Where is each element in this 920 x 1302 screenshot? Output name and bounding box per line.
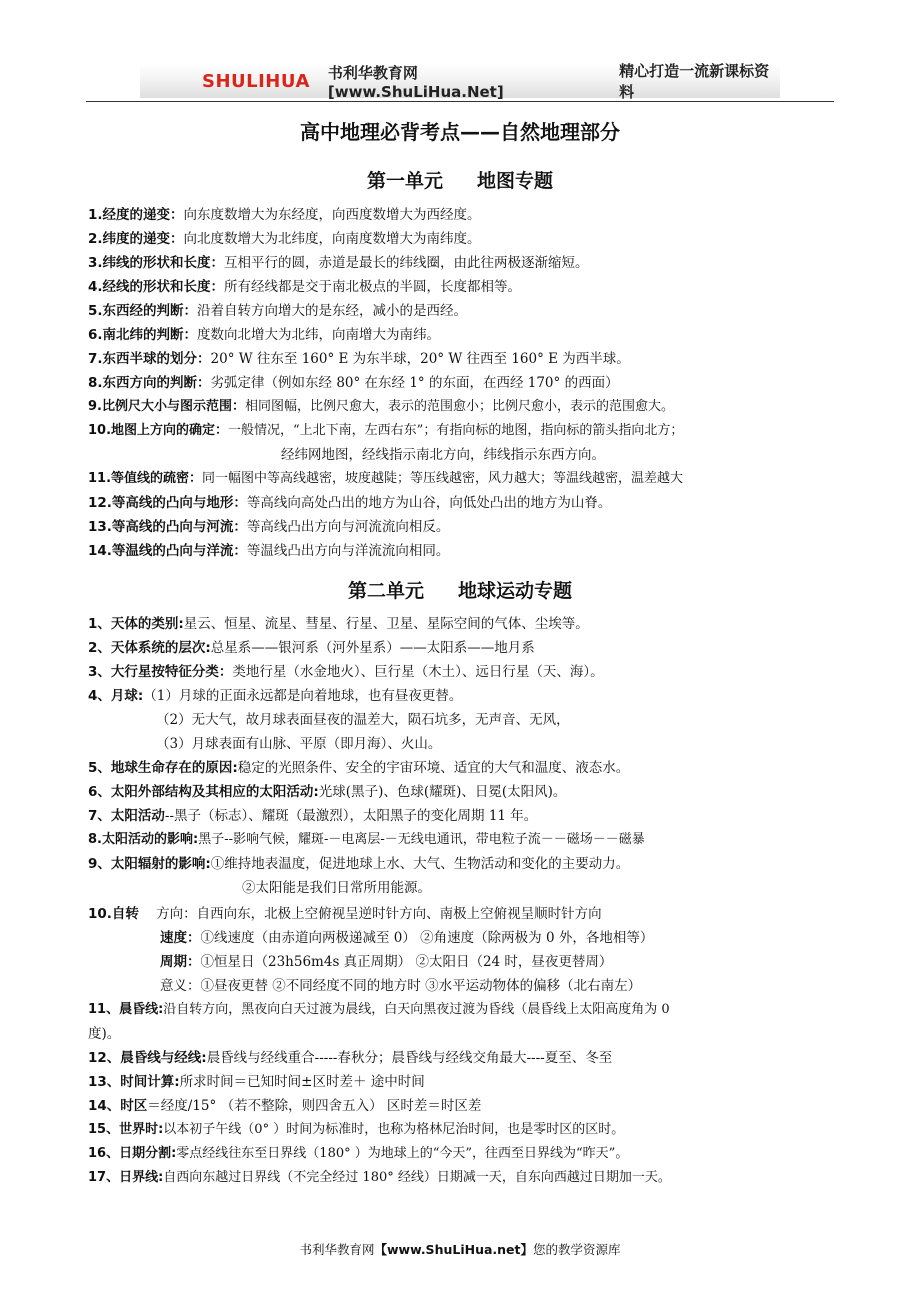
item-text: 互相平行的圆，赤道是最长的纬线圈，由此往两极逐渐缩短。 <box>224 255 589 271</box>
item-label: 3.纬线的形状和长度： <box>88 255 225 271</box>
item-text: 所有经线都是交于南北极点的半圆，长度都相等。 <box>224 279 522 295</box>
item-text: 一般情况，“上北下南，左西右东”；有指向标的地图，指向标的箭头指向北方； <box>228 423 684 438</box>
item-label: 7.东西半球的划分： <box>88 351 211 367</box>
footer-site: 【www.ShuLiHua.net】 <box>374 1242 534 1257</box>
list-item <box>88 541 449 561</box>
list-item <box>88 662 604 682</box>
list-item <box>160 976 641 996</box>
list-item <box>88 229 481 249</box>
item-label: 14.等温线的凸向与洋流： <box>88 543 247 559</box>
item-label: 5、地球生命存在的原因: <box>88 760 238 776</box>
list-item <box>88 349 630 369</box>
item-text: 方向：自西向东，北极上空俯视呈逆时针方向、南极上空俯视呈顺时针方向 <box>156 906 602 922</box>
list-item <box>88 1120 624 1140</box>
item-text: 晨昏线与经线重合-----春秋分；晨昏线与经线交角最大----夏至、冬至 <box>206 1050 613 1066</box>
item-text: 星云、恒星、流星、彗星、行星、卫星、星际空间的气体、尘埃等。 <box>183 616 589 632</box>
item-label: 6、太阳外部结构及其相应的太阳活动: <box>88 784 319 800</box>
item-text: 稳定的光照条件、安全的宇宙环境、适宜的大气和温度、液态水。 <box>237 760 630 776</box>
item-label: 11.等值线的疏密： <box>88 471 203 486</box>
list-item <box>88 517 449 537</box>
brand-logo: SHULIHUA <box>202 70 310 92</box>
item-text: 向北度数增大为北纬度，向南度数增大为南纬度。 <box>183 231 481 247</box>
item-text: 等高线向高处凸出的地方为山谷，向低处凸出的地方为山脊。 <box>246 495 612 511</box>
list-item <box>88 1168 671 1188</box>
item-text: 劣弧定律（例如东经 80° 在东经 1° 的东面，在西经 170° 的西面） <box>210 375 619 391</box>
list-item <box>88 1072 425 1092</box>
list-item <box>88 854 629 874</box>
item-text: 类地行星（水金地火）、巨行星（木土）、远日行星（天、海）。 <box>232 664 604 680</box>
item-label: 7、太阳活动 <box>88 808 165 824</box>
item-label: 4.经线的形状和长度： <box>88 279 225 295</box>
item-label: 周期： <box>160 954 201 970</box>
list-item <box>88 614 589 634</box>
item-text: --黑子（标志）、耀斑（最激烈），太阳黑子的变化周期 11 年。 <box>164 808 538 824</box>
list-item <box>88 469 683 489</box>
item-label: 5.东西经的判断： <box>88 303 198 319</box>
item-text: ＝经度/15° （若不整除，则四舍五入） 区时差＝时区差 <box>147 1098 482 1114</box>
unit2-title <box>0 576 920 603</box>
item-label: 2、天体系统的层次: <box>88 640 211 656</box>
list-item <box>88 904 602 924</box>
list-item <box>156 734 441 754</box>
list-item <box>156 710 570 730</box>
item-label: 12、晨昏线与经线: <box>88 1050 207 1066</box>
list-item <box>88 830 645 850</box>
item-label: 13.等高线的凸向与河流： <box>88 519 247 535</box>
item-label: 13、时间计算: <box>88 1074 180 1090</box>
header-slogan: 精心打造一流新课标资料 <box>619 62 770 101</box>
item-text: 等高线凸出方向与河流流向相反。 <box>246 519 450 535</box>
item-label: 1、天体的类别: <box>88 616 184 632</box>
item-label: 3、大行星按特征分类： <box>88 664 233 680</box>
item-label: 12.等高线的凸向与地形： <box>88 495 247 511</box>
item-text: （2）无大气，故月球表面昼夜的温差大，陨石坑多，无声音、无风， <box>156 712 570 728</box>
document-title: 高中地理必背考点——自然地理部分 <box>300 120 620 144</box>
header-rule <box>86 101 834 102</box>
list-item <box>88 373 619 393</box>
item-text: ①维持地表温度，促进地球上水、大气、生物活动和变化的主要动力。 <box>210 856 630 872</box>
header-banner <box>140 62 780 101</box>
item-text: ②太阳能是我们日常所用能源。 <box>242 880 431 896</box>
item-label: 8.东西方向的判断： <box>88 375 211 391</box>
list-item <box>242 878 431 898</box>
list-item <box>88 1144 628 1164</box>
item-text: 沿自转方向，黑夜向白天过渡为晨线，白天向黑夜过渡为昏线（晨昏线上太阳高度角为 0 <box>163 1002 670 1017</box>
unit2-title-topic: 地球运动专题 <box>458 580 573 602</box>
item-label: 1.经度的递变： <box>88 207 184 223</box>
list-item <box>88 758 629 778</box>
item-label: 17、日界线: <box>88 1170 164 1185</box>
list-item <box>88 421 683 441</box>
item-text: 20° W 往东至 160° E 为东半球，20° W 往西至 160° E 为西半球。 <box>210 351 630 367</box>
item-text: 自西向东越过日界线（不完全经过 180° 经线）日期减一天，自东向西越过日期加一天。 <box>163 1170 671 1185</box>
list-item <box>160 928 653 948</box>
item-text: 相同图幅，比例尺愈大，表示的范围愈小；比例尺愈小，表示的范围愈大。 <box>244 399 674 414</box>
item-label: 速度： <box>160 930 201 946</box>
item-text: ①线速度（由赤道向两极递减至 0） ②角速度（除两极为 0 外，各地相等） <box>200 930 654 946</box>
item-text: （1）月球的正面永远都是向着地球，也有昼夜更替。 <box>143 688 463 704</box>
list-item <box>88 782 566 802</box>
list-item <box>88 1048 612 1068</box>
item-text: 零点经线往东至日界线（180° ）为地球上的“今天”，往西至日界线为“昨天”。 <box>176 1146 629 1161</box>
list-item <box>88 325 440 345</box>
list-item-continuation: 经纬网地图，经线指示南北方向，纬线指示东西方向。 <box>281 447 605 463</box>
item-label: 14、时区 <box>88 1098 148 1114</box>
unit1-title <box>0 166 920 193</box>
item-label: 9.比例尺大小与图示范围： <box>88 399 245 414</box>
footer-suffix: 您的教学资源库 <box>533 1242 621 1257</box>
item-text: 以本初子午线（0° ）时间为标准时，也称为格林尼治时间，也是零时区的区时。 <box>163 1122 625 1137</box>
unit1-title-topic: 地图专题 <box>477 170 554 192</box>
item-label: 15、世界时: <box>88 1122 164 1137</box>
item-text: ①恒星日（23h56m4s 真正周期） ②太阳日（24 时，昼夜更替周） <box>200 954 613 970</box>
list-item <box>88 686 462 706</box>
item-label: 16、日期分割: <box>88 1146 177 1161</box>
list-item <box>88 301 467 321</box>
item-text: 同一幅图中等高线越密，坡度越陡；等压线越密，风力越大；等温线越密，温差越大 <box>202 471 684 486</box>
item-label: 6.南北纬的判断： <box>88 327 198 343</box>
list-item <box>88 253 589 273</box>
list-item <box>88 638 535 658</box>
item-text: 沿着自转方向增大的是东经，减小的是西经。 <box>197 303 468 319</box>
list-item <box>88 1000 670 1020</box>
unit2-title-number: 第二单元 <box>347 580 424 602</box>
item-text: 等温线凸出方向与洋流流向相同。 <box>246 543 450 559</box>
list-item-continuation: 度)。 <box>88 1026 121 1042</box>
item-label: 2.纬度的递变： <box>88 231 184 247</box>
item-label: 4、月球: <box>88 688 144 704</box>
unit1-title-number: 第一单元 <box>366 170 443 192</box>
footer-prefix: 书利华教育网 <box>299 1242 375 1257</box>
list-item <box>88 1096 481 1116</box>
item-text: 度数向北增大为北纬，向南增大为南纬。 <box>197 327 441 343</box>
item-text: 光球(黑子)、色球(耀斑)、日冕(太阳风)。 <box>318 784 567 800</box>
item-text: 总星系——银河系（河外星系）——太阳系——地月系 <box>210 640 535 656</box>
list-item <box>88 205 481 225</box>
item-label: 10.地图上方向的确定： <box>88 423 229 438</box>
item-text: 所求时间＝已知时间±区时差＋ 途中时间 <box>179 1074 425 1090</box>
item-label: 11、晨昏线: <box>88 1002 164 1017</box>
list-item <box>88 277 521 297</box>
item-text: （3）月球表面有山脉、平原（即月海）、火山。 <box>156 736 442 752</box>
item-label: 9、太阳辐射的影响: <box>88 856 211 872</box>
header-site: 书利华教育网[www.ShuLiHua.Net] <box>327 63 504 101</box>
page-footer <box>0 1240 920 1258</box>
list-item <box>88 806 537 826</box>
list-item <box>88 397 674 417</box>
item-text: 黑子--影响气候，耀斑-－电离层-－无线电通讯，带电粒子流－－磁场－－磁暴 <box>198 832 645 847</box>
list-item <box>88 493 611 513</box>
item-label: 10.自转 <box>88 906 139 922</box>
item-text: 向东度数增大为东经度，向西度数增大为西经度。 <box>183 207 481 223</box>
item-text: 意义：①昼夜更替 ②不同经度不同的地方时 ③水平运动物体的偏移（北右南左） <box>160 978 642 994</box>
item-label: 8.太阳活动的影响: <box>88 832 199 847</box>
list-item <box>160 952 612 972</box>
